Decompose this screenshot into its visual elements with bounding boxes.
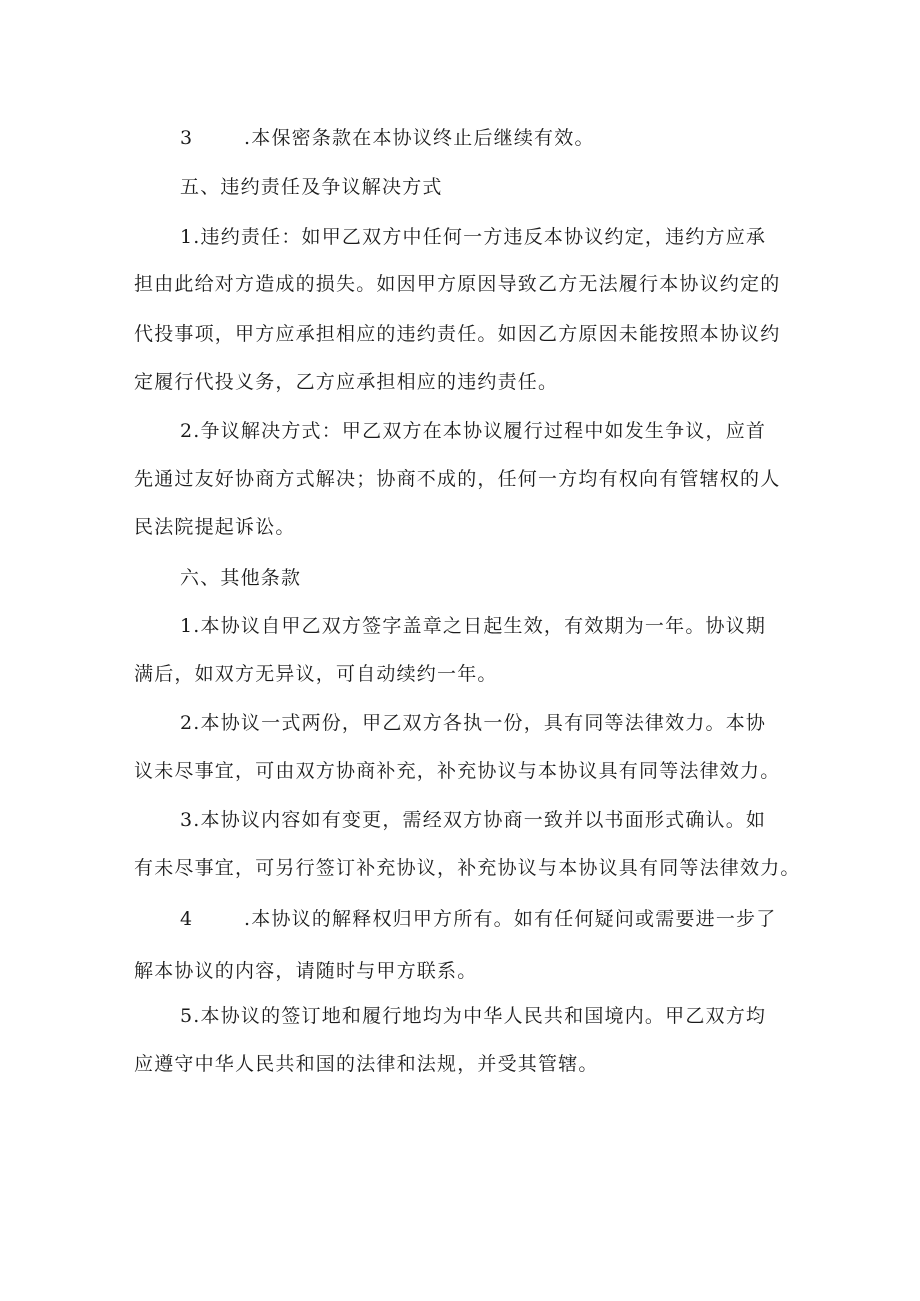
confidentiality-item-3 (180, 126, 595, 150)
item-number: 3 (180, 127, 194, 149)
s6-item3-line2: 有未尽事宜，可另行签订补充协议，补充协议与本协议具有同等法律效力。 (134, 857, 801, 879)
section-5-heading: 五、违约责任及争议解决方式 (180, 176, 443, 198)
s6-item5-line2: 应遵守中华人民共和国的法律和法规，并受其管辖。 (134, 1053, 599, 1075)
item-number: 4 (180, 908, 194, 930)
item-text: .本协议的解释权归甲方所有。如有任何疑问或需要进一步了 (244, 908, 777, 930)
s6-item3-line1: 3.本协议内容如有变更，需经双方协商一致并以书面形式确认。如 (180, 809, 767, 831)
s5-item1-line1: 1.违约责任：如甲乙双方中任何一方违反本协议约定，违约方应承 (180, 226, 767, 248)
s6-item4-line1 (180, 907, 776, 931)
s5-item1-line2: 担由此给对方造成的损失。如因甲方原因导致乙方无法履行本协议约定的 (134, 273, 781, 295)
s5-item2-line3: 民法院提起诉讼。 (134, 516, 296, 538)
s5-item1-line3: 代投事项，甲方应承担相应的违约责任。如因乙方原因未能按照本协议约 (134, 323, 781, 345)
s6-item1-line1: 1.本协议自甲乙双方签字盖章之日起生效，有效期为一年。协议期 (180, 615, 767, 637)
s5-item2-line2: 先通过友好协商方式解决；协商不成的，任何一方均有权向有管辖权的人 (134, 468, 781, 490)
item-text: .本保密条款在本协议终止后继续有效。 (244, 127, 595, 149)
s6-item1-line2: 满后，如双方无异议，可自动续约一年。 (134, 663, 498, 685)
s5-item1-line4: 定履行代投义务，乙方应承担相应的违约责任。 (134, 371, 559, 393)
s5-item2-line1: 2.争议解决方式：甲乙双方在本协议履行过程中如发生争议，应首 (180, 420, 767, 442)
s6-item4-line2: 解本协议的内容，请随时与甲方联系。 (134, 960, 478, 982)
s6-item2-line1: 2.本协议一式两份，甲乙双方各执一份，具有同等法律效力。本协 (180, 712, 767, 734)
s6-item2-line2: 议未尽事宜，可由双方协商补充，补充协议与本协议具有同等法律效力。 (134, 760, 781, 782)
section-6-heading: 六、其他条款 (180, 567, 302, 589)
s6-item5-line1: 5.本协议的签订地和履行地均为中华人民共和国境内。甲乙双方均 (180, 1005, 767, 1027)
